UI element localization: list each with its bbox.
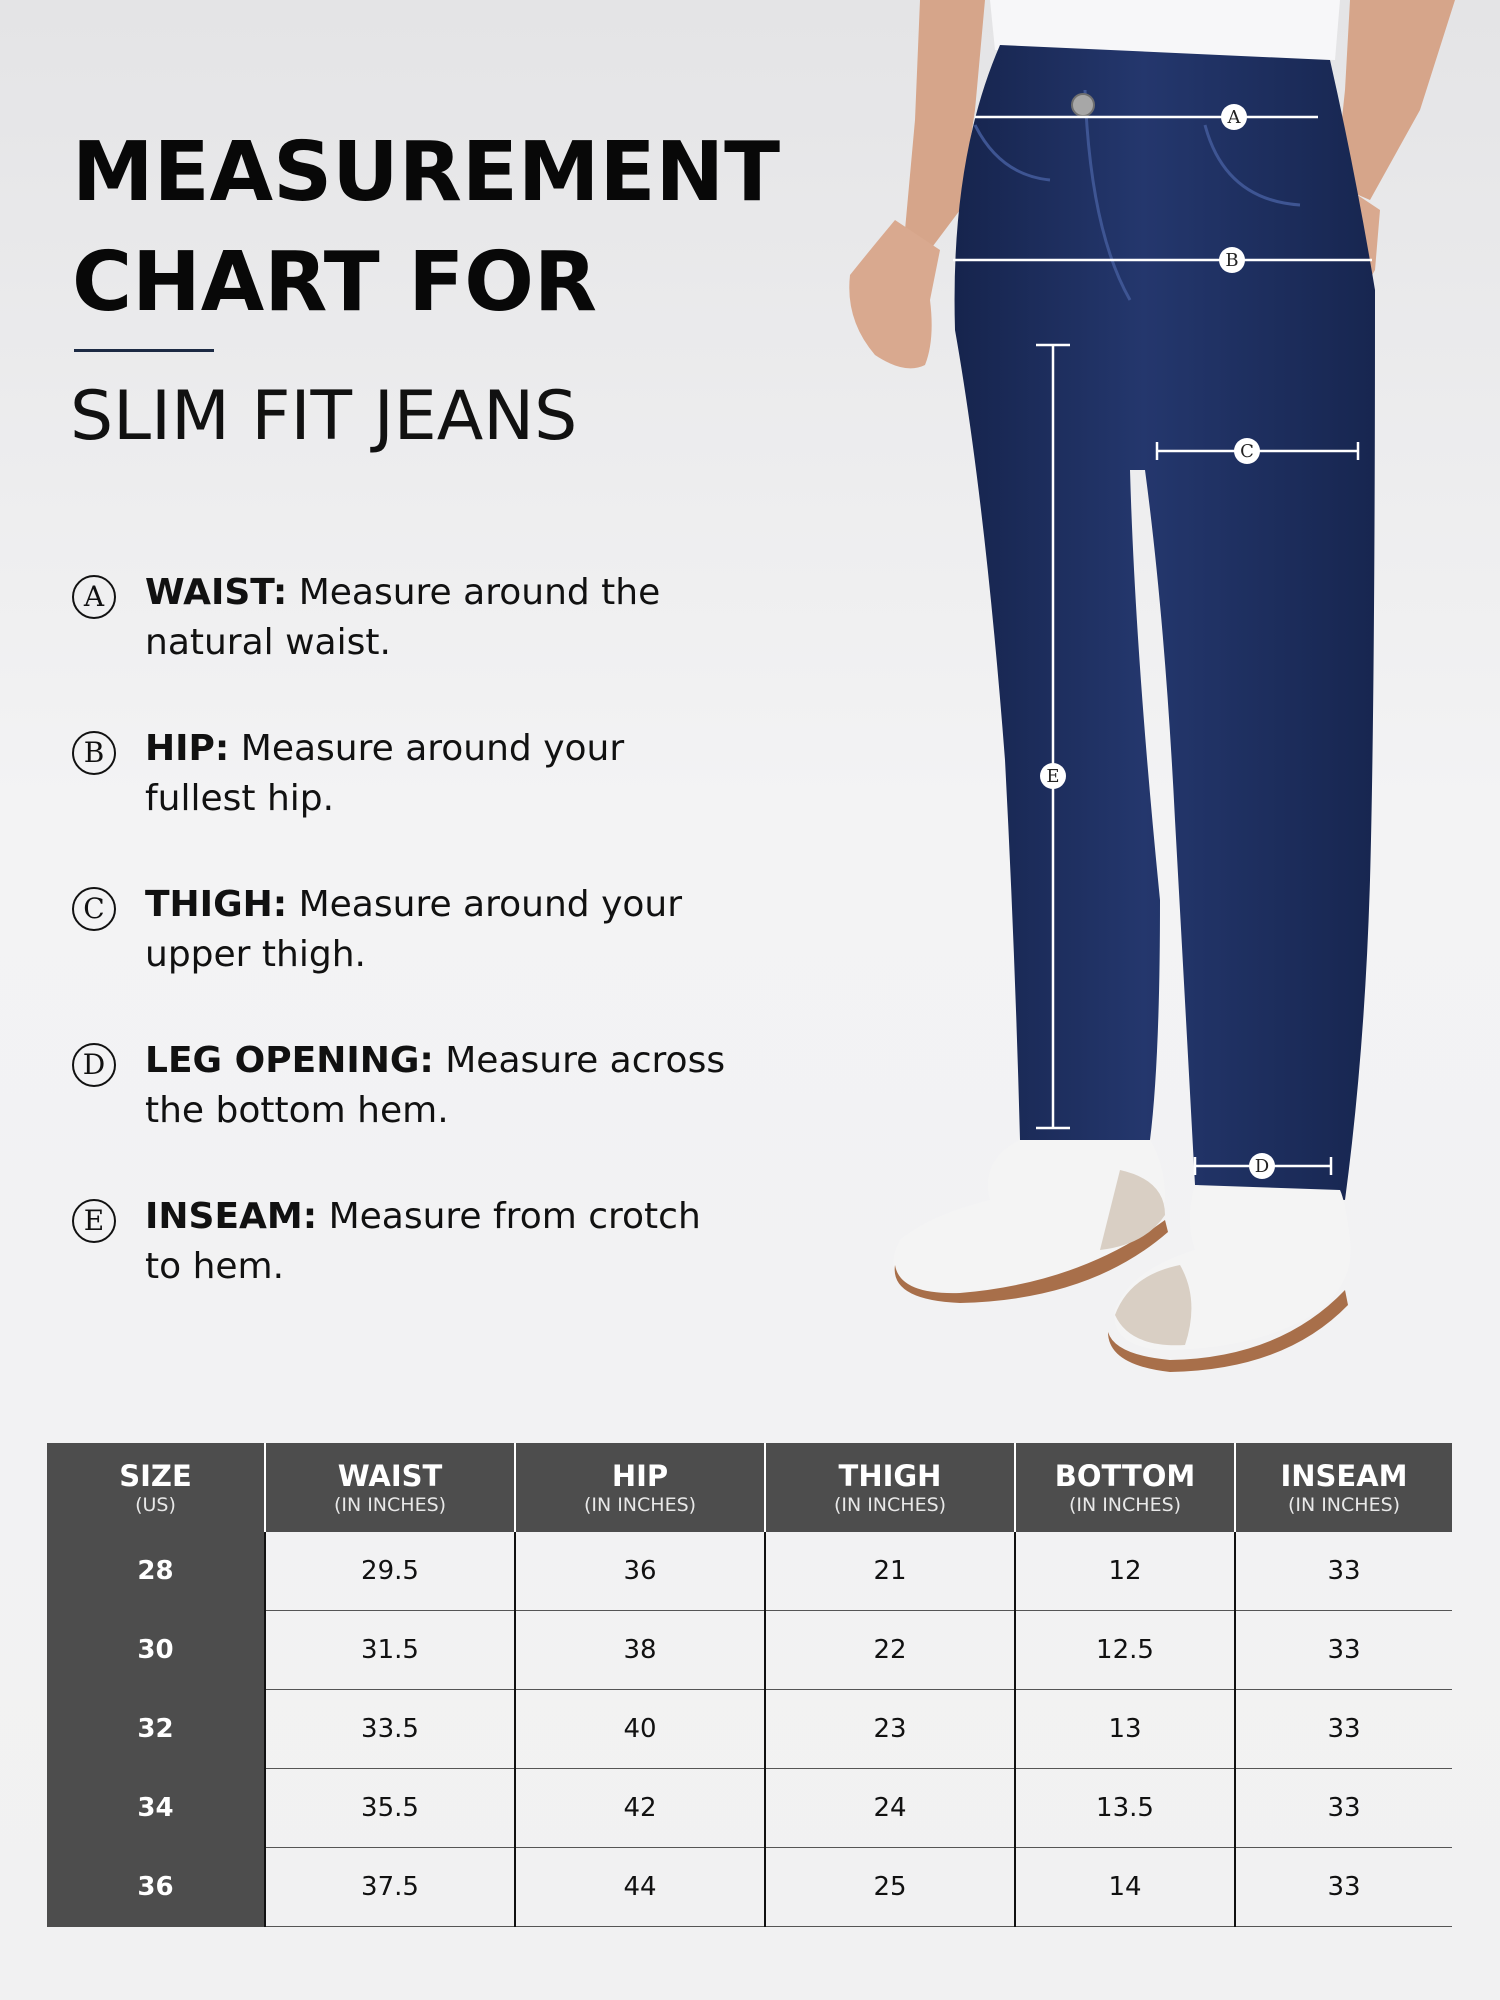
legend-text	[145, 568, 765, 668]
waist-cell: 37.5	[265, 1848, 515, 1927]
header-sub: (US)	[135, 1493, 176, 1516]
inseam-cell: 33	[1235, 1690, 1452, 1769]
header-main: WAIST	[337, 1458, 443, 1493]
legend-desc-line1: Measure around your	[287, 884, 683, 925]
inseam-cell: 33	[1235, 1848, 1452, 1927]
marker-a-label: A	[1227, 107, 1241, 128]
table-row	[47, 1848, 1452, 1927]
jeans-shape	[955, 45, 1375, 1200]
header-main: BOTTOM	[1054, 1458, 1196, 1493]
legend-term: WAIST:	[145, 572, 288, 613]
thigh-cell: 22	[765, 1611, 1015, 1690]
header-main: INSEAM	[1280, 1458, 1408, 1493]
waist-cell: 35.5	[265, 1769, 515, 1848]
legend-item-thigh	[72, 880, 762, 1036]
hip-cell: 36	[515, 1532, 765, 1611]
header-sub: (IN INCHES)	[1068, 1493, 1182, 1516]
hip-cell: 38	[515, 1611, 765, 1690]
letter-b-badge: B	[72, 731, 116, 775]
header-sub: (IN INCHES)	[1287, 1493, 1401, 1516]
header-sub: (IN INCHES)	[833, 1493, 947, 1516]
inseam-cell: 33	[1235, 1532, 1452, 1611]
inseam-cell: 33	[1235, 1769, 1452, 1848]
letter-c-badge: C	[72, 887, 116, 931]
header-hip	[515, 1443, 765, 1532]
header-inseam	[1235, 1443, 1452, 1532]
letter-d-badge: D	[72, 1043, 116, 1087]
marker-d-label: D	[1254, 1156, 1270, 1177]
table-row	[47, 1769, 1452, 1848]
bottom-cell: 14	[1015, 1848, 1235, 1927]
legend-text	[145, 880, 765, 980]
bottom-cell: 13	[1015, 1690, 1235, 1769]
size-cell: 28	[47, 1532, 265, 1611]
letter-a-badge: A	[72, 575, 116, 619]
legend-item-leg-opening	[72, 1036, 762, 1192]
legend-desc-line2: to hem.	[145, 1246, 285, 1287]
legend-term: INSEAM:	[145, 1196, 318, 1237]
legend-desc-line1: Measure around your	[229, 728, 625, 769]
legend-desc-line1: Measure around the	[287, 572, 661, 613]
legend-desc-line1: Measure across	[433, 1040, 726, 1081]
legend-term: THIGH:	[145, 884, 288, 925]
legend-desc-line2: upper thigh.	[145, 934, 366, 975]
waist-cell: 31.5	[265, 1611, 515, 1690]
thigh-cell: 21	[765, 1532, 1015, 1611]
bottom-cell: 13.5	[1015, 1769, 1235, 1848]
jeans-figure-svg	[800, 0, 1500, 1400]
table-row	[47, 1690, 1452, 1769]
legend-desc-line2: natural waist.	[145, 622, 391, 663]
size-cell: 34	[47, 1769, 265, 1848]
thigh-cell: 23	[765, 1690, 1015, 1769]
legend-item-waist	[72, 568, 762, 724]
letter-e-badge: E	[72, 1199, 116, 1243]
header-sub: (IN INCHES)	[583, 1493, 697, 1516]
legend-item-inseam	[72, 1192, 762, 1348]
marker-c-label: C	[1240, 441, 1254, 462]
legend-desc-line2: the bottom hem.	[145, 1090, 449, 1131]
title-line-2: CHART FOR	[72, 235, 598, 330]
inseam-cell: 33	[1235, 1611, 1452, 1690]
header-main: HIP	[611, 1458, 669, 1493]
measurement-legend	[72, 568, 762, 1348]
hip-cell: 42	[515, 1769, 765, 1848]
hip-cell: 40	[515, 1690, 765, 1769]
legend-text	[145, 1036, 765, 1136]
bottom-cell: 12.5	[1015, 1611, 1235, 1690]
thigh-cell: 24	[765, 1769, 1015, 1848]
legend-item-hip	[72, 724, 762, 880]
size-cell: 36	[47, 1848, 265, 1927]
header-main: SIZE	[119, 1458, 192, 1493]
header-waist	[265, 1443, 515, 1532]
header-sub: (IN INCHES)	[333, 1493, 447, 1516]
waist-cell: 33.5	[265, 1690, 515, 1769]
thigh-cell: 25	[765, 1848, 1015, 1927]
size-cell: 32	[47, 1690, 265, 1769]
marker-b-label: B	[1225, 250, 1239, 271]
header-bottom	[1015, 1443, 1235, 1532]
size-chart-table	[47, 1443, 1452, 1927]
header-main: THIGH	[838, 1458, 942, 1493]
table-row	[47, 1611, 1452, 1690]
left-hand	[849, 220, 940, 368]
title-line-1: MEASUREMENT	[72, 125, 781, 220]
legend-desc-line2: fullest hip.	[145, 778, 335, 819]
page-title	[72, 118, 780, 338]
table-row	[47, 1532, 1452, 1611]
bottom-cell: 12	[1015, 1532, 1235, 1611]
table-header-row	[47, 1443, 1452, 1532]
waist-cell: 29.5	[265, 1532, 515, 1611]
header-thigh	[765, 1443, 1015, 1532]
size-cell: 30	[47, 1611, 265, 1690]
legend-desc-line1: Measure from crotch	[317, 1196, 701, 1237]
jeans-button-icon	[1072, 94, 1094, 116]
legend-text	[145, 1192, 765, 1292]
page-subtitle: SLIM FIT JEANS	[70, 377, 578, 456]
legend-term: LEG OPENING:	[145, 1040, 434, 1081]
jeans-model-illustration	[800, 0, 1500, 1400]
legend-term: HIP:	[145, 728, 230, 769]
header-size	[47, 1443, 265, 1532]
marker-e-label: E	[1046, 766, 1060, 787]
legend-text	[145, 724, 765, 824]
title-divider	[74, 349, 214, 352]
hip-cell: 44	[515, 1848, 765, 1927]
